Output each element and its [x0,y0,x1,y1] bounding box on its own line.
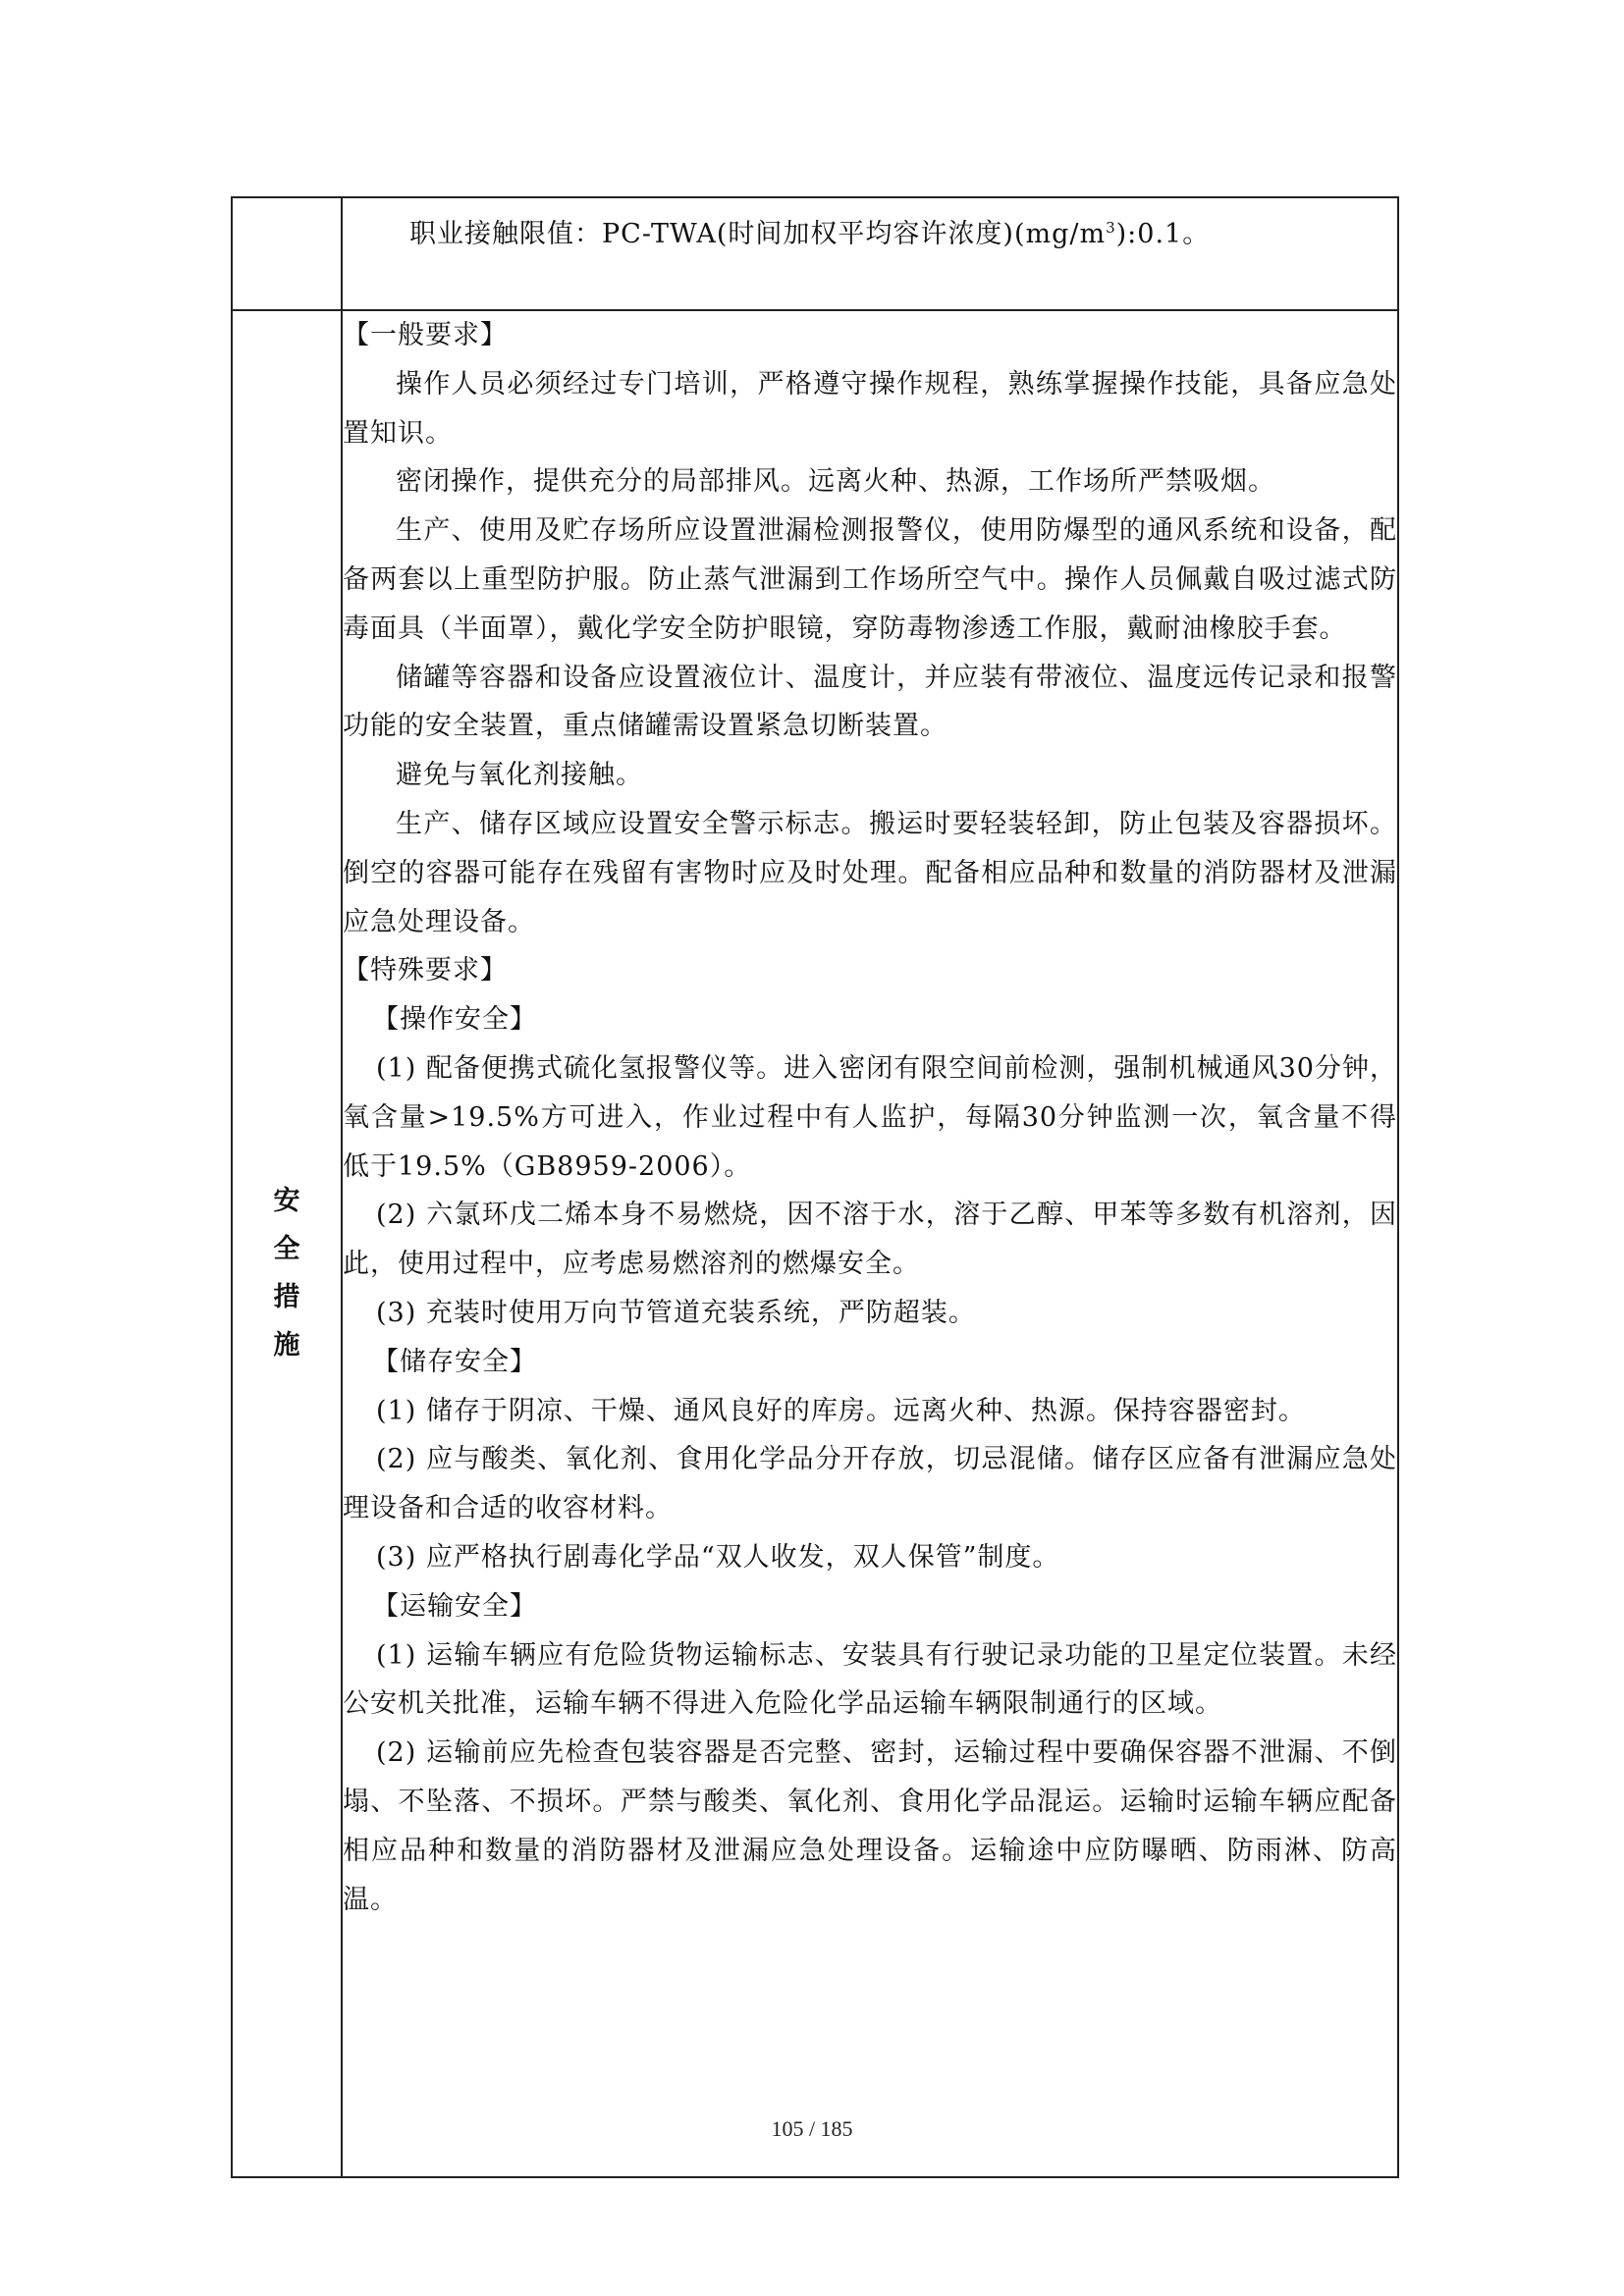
general-paragraph: 避免与氧化剂接触。 [396,760,643,791]
general-paragraph: 生产、使用及贮存场所应设置泄漏检测报警仪，使用防爆型的通风系统和设备，配备两套以上重型防护服。防止蒸气泄漏到工作场所空气中。操作人员佩戴自吸过滤式防毒面具（半面罩），戴化学安全防护眼镜，穿防毒物渗透工作服，戴耐油橡胶手套。 [343,515,1397,644]
empty-label-cell [232,197,342,310]
exposure-limit-cell [342,197,1398,310]
storage-item: (2) 应与酸类、氧化剂、食用化学品分开存放，切忌混储。储存区应备有泄漏应急处理设备和合适的收容材料。 [343,1444,1397,1524]
operation-safety-heading: 【操作安全】 [372,1004,537,1036]
storage-item: (1) 储存于阴凉、干燥、通风良好的库房。远离火种、热源。保持容器密封。 [376,1395,1306,1426]
page-number: 105 / 185 [771,2116,853,2141]
special-requirements-heading: 【特殊要求】 [343,955,508,987]
general-paragraph: 密闭操作，提供充分的局部排风。远离火种、热源，工作场所严禁吸烟。 [396,466,1275,498]
general-paragraph: 储罐等容器和设备应设置液位计、温度计，并应装有带液位、温度远传记录和报警功能的安全装置，重点储罐需设置紧急切断装置。 [343,662,1397,742]
storage-item: (3) 应严格执行剧毒化学品“双人收发，双人保管”制度。 [376,1541,1060,1573]
general-paragraph: 操作人员必须经过专门培训，严格遵守操作规程，熟练掌握操作技能，具备应急处置知识。 [343,368,1397,449]
operation-item: (1) 配备便携式硫化氢报警仪等。进入密闭有限空间前检测，强制机械通风30分钟，氧含量>19.5%方可进入，作业过程中有人监护，每隔30分钟监测一次，氧含量不得低于19.5%（GB8959-2006）。 [343,1052,1397,1182]
transport-safety-heading: 【运输安全】 [372,1590,537,1622]
safety-measures-row [232,310,1398,2177]
section-label: 安 全 措 施 [273,1186,300,1361]
safety-info-table [231,196,1399,2178]
transport-item: (1) 运输车辆应有危险货物运输标志、安装具有行驶记录功能的卫星定位装置。未经公安机关批准，运输车辆不得进入危险化学品运输车辆限制通行的区域。 [343,1639,1397,1720]
exposure-limit-row [232,197,1398,310]
operation-item: (2) 六氯环戊二烯本身不易燃烧，因不溶于水，溶于乙醇、甲苯等多数有机溶剂，因此，使用过程中，应考虑易燃溶剂的燃爆安全。 [343,1200,1397,1280]
operation-item: (3) 充装时使用万向节管道充装系统，严防超装。 [376,1297,976,1328]
section-label-cell [232,310,342,2177]
transport-item: (2) 运输前应先检查包装容器是否完整、密封，运输过程中要确保容器不泄漏、不倒塌、不坠落、不损坏。严禁与酸类、氧化剂、食用化学品混运。运输时运输车辆应配备相应品种和数量的消防器材及泄漏应急处理设备。运输途中应防曝晒、防雨淋、防高温。 [343,1737,1397,1915]
storage-safety-heading: 【储存安全】 [372,1346,537,1377]
general-paragraph: 生产、储存区域应设置安全警示标志。搬运时要轻装轻卸，防止包装及容器损坏。倒空的容器可能存在残留有害物时应及时处理。配备相应品种和数量的消防器材及泄漏应急处理设备。 [343,808,1397,937]
safety-measures-body [342,310,1398,2177]
general-requirements-heading: 【一般要求】 [343,320,508,350]
exposure-limit-text: 职业接触限值：PC-TWA(时间加权平均容许浓度)$(mg/m^3):0.1$。 [409,219,1211,249]
